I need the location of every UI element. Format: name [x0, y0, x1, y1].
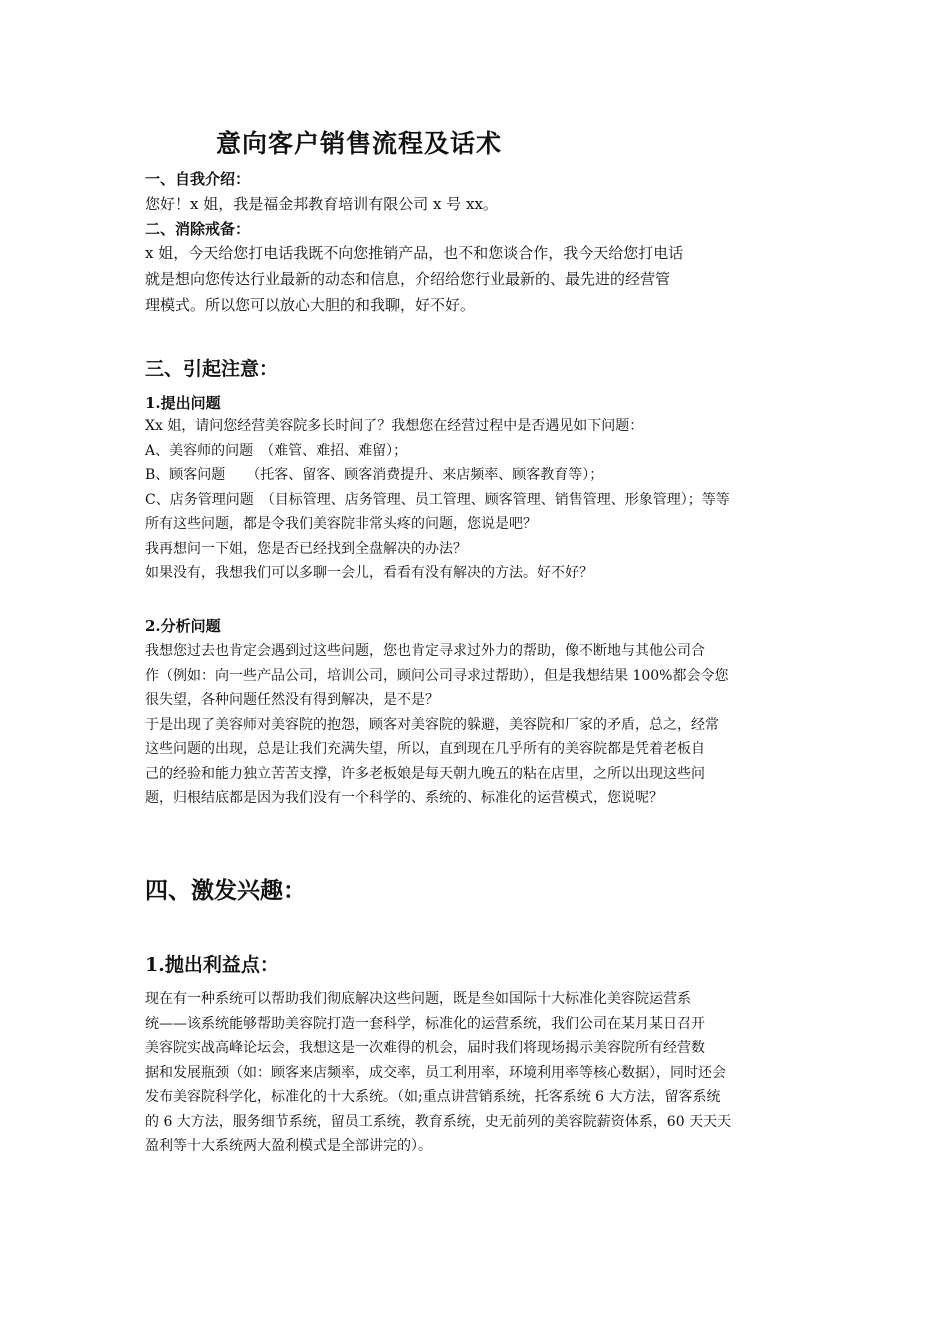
paragraph-line: 就是想向您传达行业最新的动态和信息，介绍给您行业最新的、最先进的经营管: [145, 270, 671, 288]
subheading-analyze-problems: 2.分析问题: [145, 617, 221, 635]
paragraph-line: 所有这些问题，都是令我们美容院非常头疼的问题，您说是吧？: [145, 516, 537, 532]
paragraph-line: 己的经验和能力独立苦苦支撑，许多老板娘是每天朝九晚五的粘在店里，之所以出现这些问: [145, 765, 705, 782]
paragraph-line: 于是出现了美容师对美容院的抱怨，顾客对美容院的躲避，美容院和厂家的矛盾，总之，经常: [145, 716, 719, 733]
paragraph-line: A、美容师的问题 （难管、难招、难留）；: [145, 442, 408, 459]
paragraph-line: 如果没有，我想我们可以多聊一会儿，看看有没有解决的方法。好不好？: [145, 565, 593, 581]
paragraph-line: 我再想问一下姐，您是否已经找到全盘解决的办法？: [145, 540, 467, 557]
paragraph-line: 理模式。所以您可以放心大胆的和我聊，好不好。: [145, 296, 476, 314]
section-heading-self-intro: 一、自我介绍：: [145, 170, 251, 188]
paragraph-line: 现在有一种系统可以帮助我们彻底解决这些问题，既是叁如国际十大标准化美容院运营系: [145, 991, 691, 1007]
paragraph-line: 统——该系统能够帮助美容院打造一套科学，标准化的运营系统，我们公司在某月某日召开: [145, 1015, 705, 1032]
paragraph-line: Xx 姐，请问您经营美容院多长时间了？我想您在经营过程中是否遇见如下问题：: [145, 418, 644, 434]
paragraph-line: 据和发展瓶颈（如：顾客来店频率，成交率，员工利用率，环境利用率等核心数据），同时还会: [145, 1064, 726, 1081]
paragraph-line: 发布美容院科学化，标准化的十大系统。（如;重点讲营销系统，托客系统 6 大方法，留客系统: [145, 1089, 721, 1105]
benefit-point-paragraph: [145, 987, 810, 1159]
paragraph-line: 我想您过去也肯定会遇到过这些问题，您也肯定寻求过外力的帮助，像不断地与其他公司合: [145, 643, 705, 659]
paragraph-line: 作（例如：向一些产品公司，培训公司，顾问公司寻求过帮助），但是我想结果 100%都会令您: [145, 667, 729, 684]
paragraph-line: 美容院实战高峰论坛会，我想这是一次难得的机会，届时我们将现场揭示美容院所有经营数: [145, 1040, 705, 1056]
document-title: 意向客户销售流程及话术: [216, 129, 503, 158]
paragraph-line: 很失望，各种问题任然没有得到解决，是不是？: [145, 692, 439, 708]
section-heading-attract-attention: 三、引起注意：: [145, 358, 279, 380]
paragraph-line: 这些问题的出现，总是让我们充满失望，所以，直到现在几乎所有的美容院都是凭着老板自: [145, 741, 705, 757]
section-heading-stimulate-interest: 四、激发兴趣：: [145, 877, 306, 904]
paragraph-line: x 姐，今天给您打电话我既不向您推销产品，也不和您谈合作，我今天给您打电话: [145, 244, 684, 262]
analyze-problems-paragraph: [145, 639, 810, 811]
remove-guard-paragraph: [145, 240, 810, 318]
paragraph-line: 您好！x 姐，我是福金邦教育培训有限公司 x 号 xx。: [145, 195, 498, 213]
paragraph-line: C、店务管理问题 （目标管理、店务管理、员工管理、顾客管理、销售管理、形象管理）；等等: [145, 491, 730, 508]
section-heading-remove-guard: 二、消除戒备：: [145, 220, 251, 238]
paragraph-line: 题，归根结底都是因为我们没有一个科学的、系统的、标准化的运营模式，您说呢？: [145, 790, 663, 806]
self-intro-text: [145, 191, 810, 217]
subheading-raise-questions: 1.提出问题: [145, 394, 221, 412]
paragraph-line: B、顾客问题 （托客、留客、顾客消费提升、来店频率、顾客教育等）；: [145, 467, 604, 483]
paragraph-line: 盈利等十大系统两大盈利模式是全部讲完的）。: [145, 1138, 432, 1154]
paragraph-line: 的 6 大方法，服务细节系统，留员工系统，教育系统，史无前列的美容院薪资体系，60 天天天: [145, 1113, 732, 1130]
subheading-benefit-point: 1.抛出利益点：: [145, 954, 279, 976]
raise-questions-paragraph: [145, 414, 810, 586]
